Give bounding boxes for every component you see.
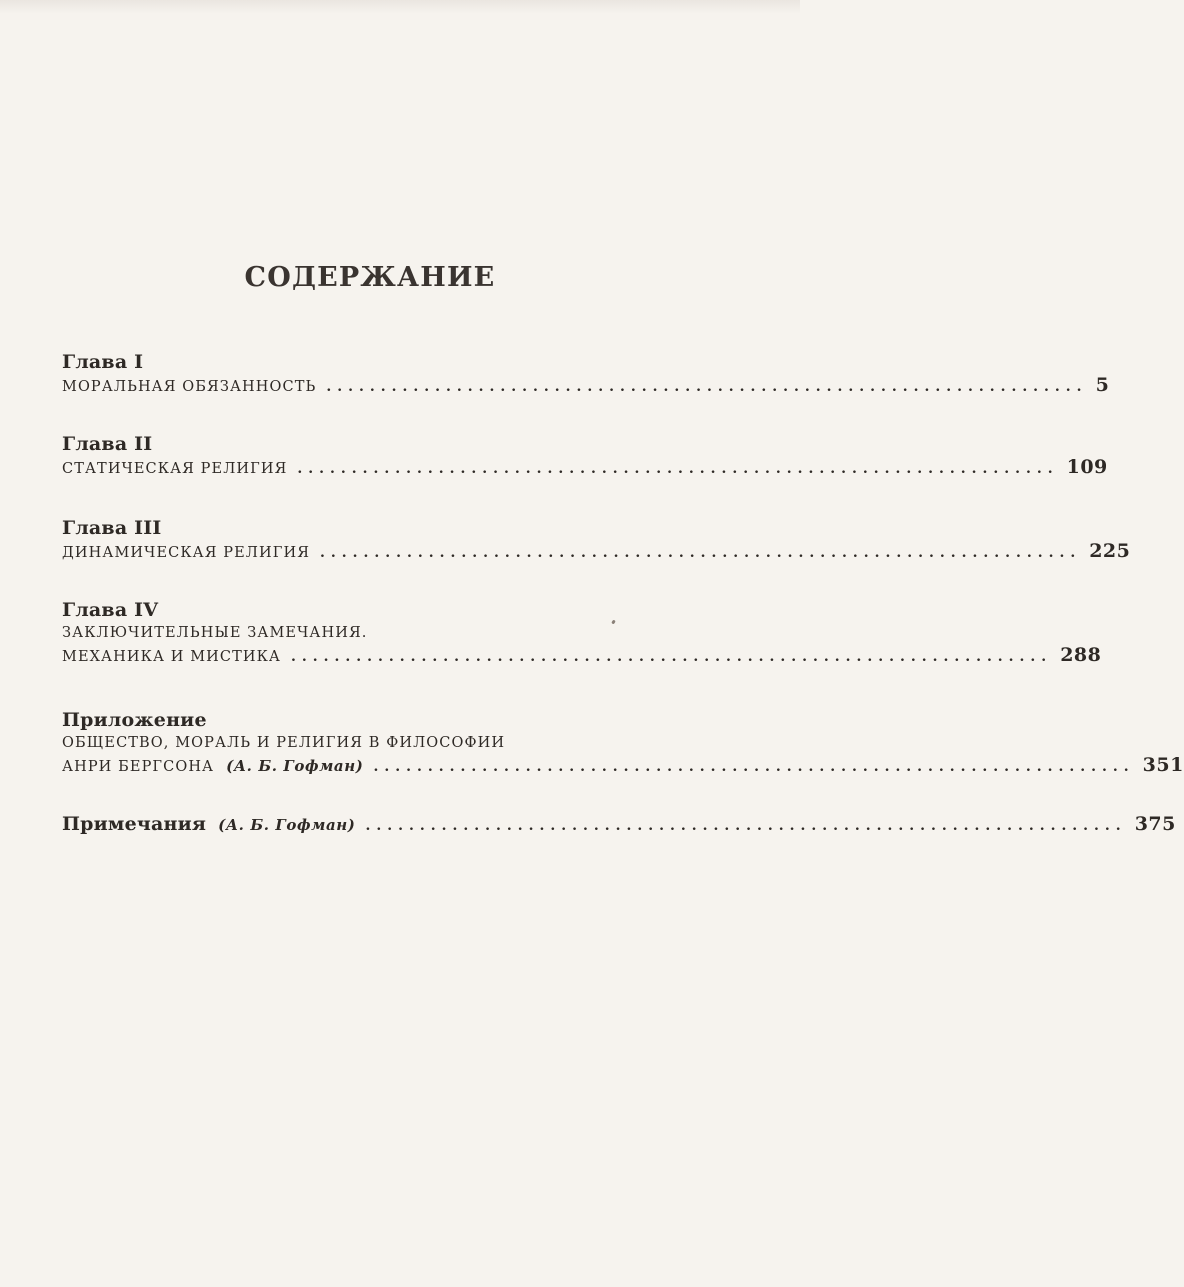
dot-leader: ...................................................................... [365,818,1127,834]
appendix-heading: Приложение [62,709,207,731]
chapter-title-line-1: ЗАКЛЮЧИТЕЛЬНЫЕ ЗАМЕЧАНИЯ. [62,625,368,641]
toc-line [62,754,1184,778]
toc-entry[interactable] [62,432,1108,480]
toc-line [62,540,1131,564]
chapter-title: СТАТИЧЕСКАЯ РЕЛИГИЯ [62,461,288,477]
toc-line [62,732,692,754]
chapter-heading: Глава I [62,351,144,373]
chapter-title: МОРАЛЬНАЯ ОБЯЗАННОСТЬ [62,379,317,395]
dot-leader: ...................................................................... [373,759,1135,775]
chapter-heading: Глава III [62,517,162,539]
dot-leader: ...................................................................... [291,649,1053,665]
page-number: 288 [1060,644,1102,666]
chapter-heading: Глава II [62,433,153,455]
toc-line [62,456,1108,480]
toc-line [62,813,1176,837]
toc-line [62,644,1102,668]
page-number: 5 [1095,374,1110,396]
chapter-title-line-2: МЕХАНИКА И МИСТИКА [62,649,281,665]
dot-leader: ...................................................................... [297,461,1059,477]
notes-heading: Примечания [62,813,207,835]
author-credit: (А. Б. Гофман) [218,816,356,834]
page-number: 225 [1089,540,1131,562]
chapter-heading: Глава IV [62,599,159,621]
appendix-title-line-1: ОБЩЕСТВО, МОРАЛЬ И РЕЛИГИЯ В ФИЛОСОФИИ [62,735,506,751]
toc-entry[interactable] [62,813,1176,837]
toc-entry[interactable] [62,598,1102,668]
toc-entry[interactable] [62,516,1131,564]
page-number: 351 [1142,754,1184,776]
toc-entry[interactable] [62,708,1184,778]
toc-entry[interactable] [62,350,1110,398]
appendix-title-line-2: АНРИ БЕРГСОНА [62,759,215,775]
author-credit: (А. Б. Гофман) [226,757,364,775]
dot-leader: ...................................................................... [320,545,1082,561]
toc-line [62,374,1110,398]
page-title: СОДЕРЖАНИЕ [244,262,496,293]
page-number: 109 [1066,456,1108,478]
dot-leader: ...................................................................... [326,379,1088,395]
chapter-title: ДИНАМИЧЕСКАЯ РЕЛИГИЯ [62,545,311,561]
page-number: 375 [1134,813,1176,835]
toc-line [62,622,692,644]
